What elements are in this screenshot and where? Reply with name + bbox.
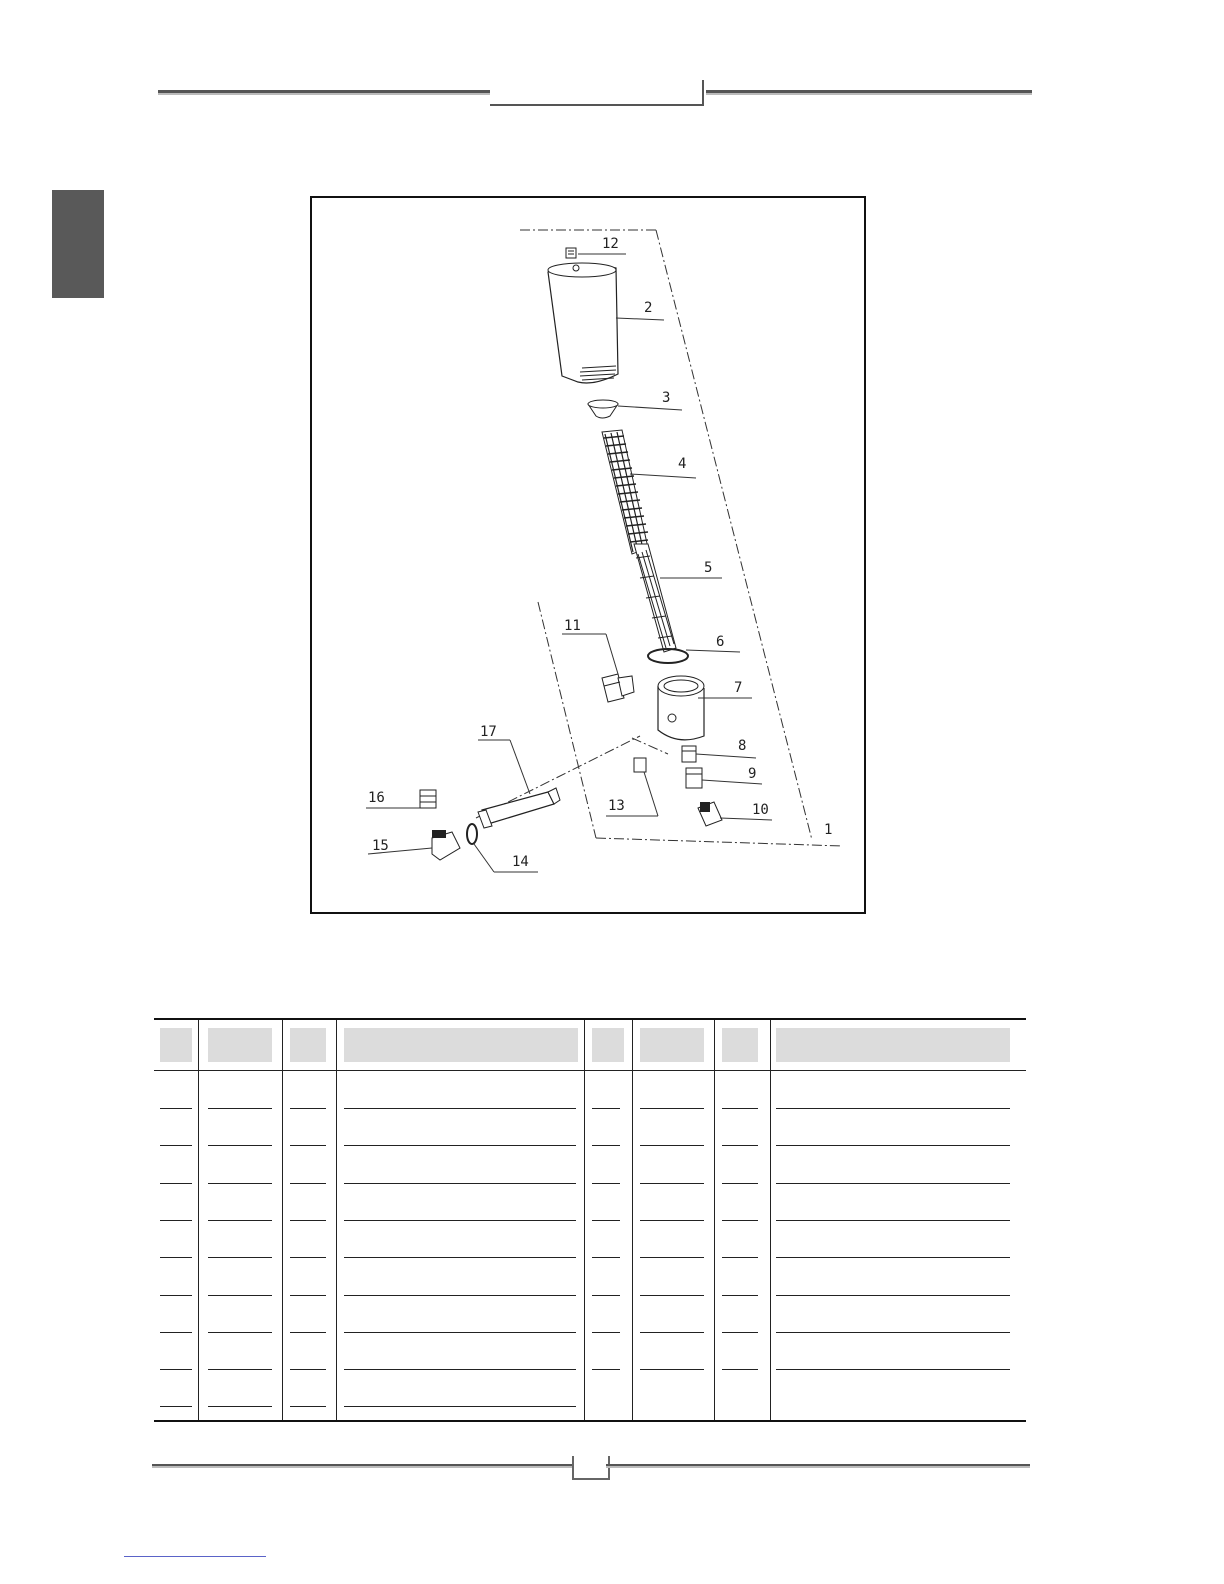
- table-row-left-6: [290, 1295, 326, 1296]
- header-rule-left: [158, 90, 490, 93]
- callout-2: 2: [644, 300, 653, 316]
- callout-14: 14: [512, 854, 529, 870]
- table-row-right-4: [776, 1220, 1010, 1221]
- part-14-ring: [467, 824, 477, 844]
- table-row-left-9: [290, 1406, 326, 1407]
- column-divider: [198, 1020, 199, 1420]
- part-17-pipe: [478, 788, 560, 828]
- table-row-right-5: [722, 1257, 758, 1258]
- chapter-side-tab: [52, 190, 104, 298]
- table-row-right-2: [776, 1145, 1010, 1146]
- table-row-right-4: [722, 1220, 758, 1221]
- table-row-right-1: [776, 1108, 1010, 1109]
- table-row-right-8: [722, 1369, 758, 1370]
- callout-6: 6: [716, 634, 725, 650]
- header-cell-desc-left: [344, 1028, 578, 1062]
- table-row-left-9: [208, 1406, 272, 1407]
- table-row-right-3: [592, 1183, 620, 1184]
- callout-12: 12: [602, 236, 619, 252]
- header-cell-ref-left: [160, 1028, 192, 1062]
- part-7-head: [658, 676, 704, 740]
- table-row-right-8: [592, 1369, 620, 1370]
- table-row-right-5: [592, 1257, 620, 1258]
- header-cell-code-left: [208, 1028, 272, 1062]
- table-row-right-2: [722, 1145, 758, 1146]
- part-4-mesh-filter: [602, 430, 648, 554]
- table-row-left-3: [344, 1183, 576, 1184]
- callout-11: 11: [564, 618, 581, 634]
- column-divider: [336, 1020, 337, 1420]
- table-row-left-2: [344, 1145, 576, 1146]
- table-row-left-3: [160, 1183, 192, 1184]
- table-row-left-2: [208, 1145, 272, 1146]
- table-row-left-5: [290, 1257, 326, 1258]
- table-row-left-1: [290, 1108, 326, 1109]
- table-row-right-2: [592, 1145, 620, 1146]
- header-cell-code-right: [640, 1028, 704, 1062]
- footer-link-underline[interactable]: [124, 1556, 266, 1557]
- table-row-right-8: [776, 1369, 1010, 1370]
- table-row-right-7: [722, 1332, 758, 1333]
- table-row-right-1: [592, 1108, 620, 1109]
- table-row-left-7: [290, 1332, 326, 1333]
- part-2-bowl: [548, 263, 618, 383]
- table-row-right-7: [592, 1332, 620, 1333]
- header-rule-right: [706, 90, 1032, 93]
- column-divider: [632, 1020, 633, 1420]
- table-row-right-4: [592, 1220, 620, 1221]
- table-row-left-7: [344, 1332, 576, 1333]
- table-row-right-4: [640, 1220, 704, 1221]
- table-row-right-6: [640, 1295, 704, 1296]
- table-row-right-5: [640, 1257, 704, 1258]
- column-divider: [584, 1020, 585, 1420]
- table-row-right-6: [722, 1295, 758, 1296]
- callout-4: 4: [678, 456, 687, 472]
- table-row-right-6: [592, 1295, 620, 1296]
- callout-8: 8: [738, 738, 747, 754]
- table-row-left-8: [208, 1369, 272, 1370]
- header-cell-desc-right: [776, 1028, 1010, 1062]
- table-row-left-9: [160, 1406, 192, 1407]
- table-row-left-7: [208, 1332, 272, 1333]
- callout-17: 17: [480, 724, 497, 740]
- table-row-left-5: [160, 1257, 192, 1258]
- callout-5: 5: [704, 560, 713, 576]
- header-cell-ref-right: [592, 1028, 624, 1062]
- table-row-right-1: [640, 1108, 704, 1109]
- footer-rule-right: [606, 1464, 1030, 1466]
- callout-16: 16: [368, 790, 385, 806]
- table-row-right-7: [776, 1332, 1010, 1333]
- table-row-right-1: [722, 1108, 758, 1109]
- part-16-nipple: [420, 790, 436, 808]
- table-row-left-6: [160, 1295, 192, 1296]
- table-row-left-4: [208, 1220, 272, 1221]
- column-divider: [714, 1020, 715, 1420]
- table-row-right-3: [640, 1183, 704, 1184]
- table-row-left-5: [208, 1257, 272, 1258]
- table-row-left-6: [344, 1295, 576, 1296]
- callout-15: 15: [372, 838, 389, 854]
- column-divider: [282, 1020, 283, 1420]
- table-row-right-3: [722, 1183, 758, 1184]
- table-row-left-8: [290, 1369, 326, 1370]
- part-12-plug: [566, 248, 576, 258]
- part-10-elbow: [698, 802, 722, 826]
- table-row-right-7: [640, 1332, 704, 1333]
- column-divider: [770, 1020, 771, 1420]
- table-row-left-1: [160, 1108, 192, 1109]
- table-row-left-1: [208, 1108, 272, 1109]
- table-row-left-2: [290, 1145, 326, 1146]
- parts-table: [154, 1018, 1026, 1422]
- part-11-fitting: [602, 674, 634, 702]
- part-9-fitting: [686, 768, 702, 788]
- callout-13: 13: [608, 798, 625, 814]
- table-row-right-8: [640, 1369, 704, 1370]
- table-row-right-5: [776, 1257, 1010, 1258]
- diagram-svg: [312, 198, 864, 912]
- callout-7: 7: [734, 680, 743, 696]
- table-row-left-4: [290, 1220, 326, 1221]
- exploded-view-diagram: [310, 196, 866, 914]
- callout-10: 10: [752, 802, 769, 818]
- table-row-left-5: [344, 1257, 576, 1258]
- callout-9: 9: [748, 766, 757, 782]
- callout-1: 1: [824, 822, 833, 838]
- part-3-cone: [588, 400, 618, 418]
- header-tab: [490, 80, 704, 106]
- table-row-left-2: [160, 1145, 192, 1146]
- table-row-left-9: [344, 1406, 576, 1407]
- header-cell-qty-left: [290, 1028, 326, 1062]
- table-row-left-4: [344, 1220, 576, 1221]
- footer-rule-left: [152, 1464, 572, 1466]
- part-8-fitting: [682, 746, 696, 762]
- table-row-left-8: [160, 1369, 192, 1370]
- callout-3: 3: [662, 390, 671, 406]
- table-row-left-3: [208, 1183, 272, 1184]
- part-5-element: [634, 544, 676, 652]
- table-row-right-6: [776, 1295, 1010, 1296]
- table-row-left-8: [344, 1369, 576, 1370]
- header-rule: [154, 1070, 1026, 1071]
- table-row-left-3: [290, 1183, 326, 1184]
- table-row-left-4: [160, 1220, 192, 1221]
- header-cell-qty-right: [722, 1028, 758, 1062]
- table-row-left-6: [208, 1295, 272, 1296]
- part-13-plug: [634, 758, 646, 772]
- table-row-right-2: [640, 1145, 704, 1146]
- table-row-left-1: [344, 1108, 576, 1109]
- table-row-right-3: [776, 1183, 1010, 1184]
- part-15-elbow: [432, 830, 460, 860]
- footer-page-tab: [572, 1456, 610, 1480]
- table-row-left-7: [160, 1332, 192, 1333]
